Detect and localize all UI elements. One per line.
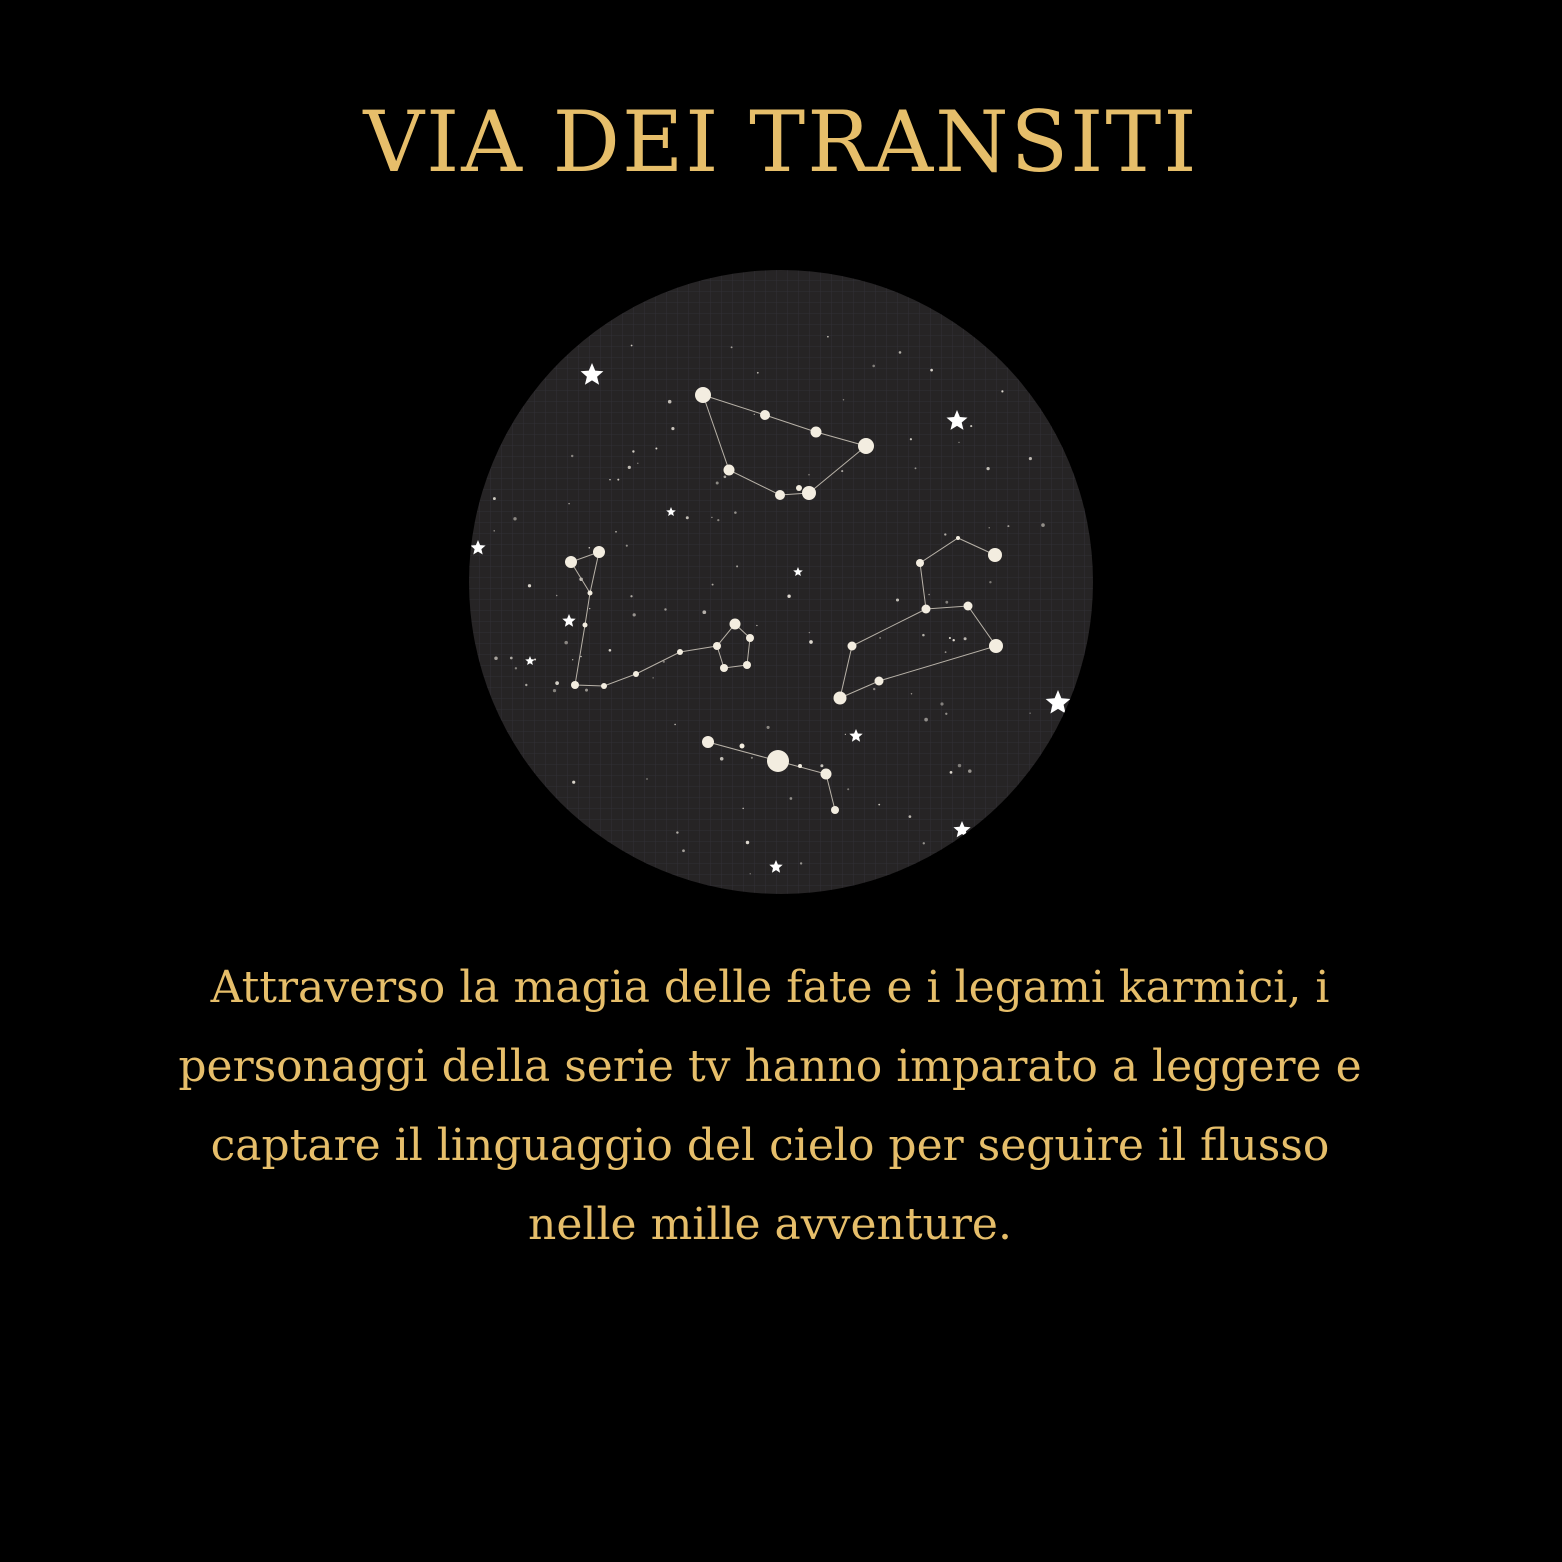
star <box>831 806 839 814</box>
dust-star <box>633 613 636 616</box>
star <box>740 744 745 749</box>
dust-star <box>1007 525 1009 527</box>
description-line: personaggi della serie tv hanno imparato a leggere e <box>178 1041 1362 1092</box>
description-line: captare il linguaggio del cielo per seguire il flusso <box>210 1120 1330 1171</box>
dust-star <box>564 641 568 645</box>
description-line: nelle mille avventure. <box>528 1199 1012 1250</box>
constellation-sky-icon <box>468 269 1094 895</box>
dust-star <box>628 466 631 469</box>
dust-star <box>754 414 755 415</box>
dust-star <box>555 681 559 685</box>
dust-star <box>572 781 575 784</box>
dust-star <box>676 831 678 833</box>
dust-star <box>493 530 494 531</box>
dust-star <box>767 726 770 729</box>
dust-star <box>899 351 902 354</box>
dust-star <box>879 637 881 639</box>
star <box>802 486 816 500</box>
star <box>677 649 683 655</box>
star <box>593 546 605 558</box>
dust-star <box>724 475 727 478</box>
star <box>767 750 789 772</box>
dust-star <box>580 656 581 657</box>
dust-star <box>711 517 712 518</box>
star <box>724 465 735 476</box>
star <box>702 736 714 748</box>
dust-star <box>515 667 517 669</box>
dust-star <box>712 584 714 586</box>
star <box>583 623 588 628</box>
description-line: Attraverso la magia delle fate e i legami karmici, i <box>210 962 1330 1013</box>
dust-star <box>682 849 685 852</box>
dust-star <box>757 372 759 374</box>
star <box>798 764 802 768</box>
dust-star <box>568 503 570 505</box>
star <box>848 642 857 651</box>
dust-star <box>808 474 810 476</box>
dust-star <box>952 639 954 641</box>
dust-star <box>631 345 633 347</box>
dust-star <box>930 369 933 372</box>
dust-star <box>572 659 573 660</box>
dust-star <box>751 757 753 759</box>
dust-star <box>494 656 498 660</box>
dust-star <box>845 734 846 735</box>
dust-star <box>553 689 556 692</box>
star <box>989 639 1003 653</box>
dust-star <box>949 637 951 639</box>
dust-star <box>513 517 516 520</box>
dust-star <box>731 346 733 348</box>
star <box>821 769 832 780</box>
dust-star <box>571 455 573 457</box>
dust-star <box>940 702 943 705</box>
dust-star <box>653 677 654 678</box>
dust-star <box>847 788 849 790</box>
dust-star <box>617 479 619 481</box>
dust-star <box>970 425 972 427</box>
star <box>695 387 711 403</box>
dust-star <box>702 610 706 614</box>
dust-star <box>922 634 925 637</box>
star <box>760 410 770 420</box>
dust-star <box>944 533 946 535</box>
dust-star <box>986 467 989 470</box>
star <box>775 490 785 500</box>
dust-star <box>717 519 719 521</box>
dust-star <box>915 467 917 469</box>
dust-star <box>945 713 947 715</box>
dust-star <box>528 584 531 587</box>
star <box>956 536 960 540</box>
dust-star <box>589 547 591 549</box>
dust-star <box>945 601 948 604</box>
dust-star <box>958 764 961 767</box>
dust-star <box>626 545 628 547</box>
star <box>834 692 847 705</box>
dust-star <box>664 608 666 610</box>
dust-star <box>556 595 558 597</box>
star <box>811 427 822 438</box>
dust-star <box>911 693 912 694</box>
dust-star <box>632 450 634 452</box>
dust-star <box>873 688 875 690</box>
star <box>796 485 802 491</box>
dust-star <box>950 771 953 774</box>
sky-grid <box>468 269 1094 895</box>
dust-star <box>790 797 793 800</box>
dust-star <box>589 608 590 609</box>
dust-star <box>872 365 875 368</box>
dust-star <box>910 438 912 440</box>
dust-star <box>736 565 738 567</box>
dust-star <box>510 657 513 660</box>
dust-star <box>742 808 744 810</box>
star <box>875 677 884 686</box>
dust-star <box>964 637 967 640</box>
dust-star <box>989 527 990 528</box>
star <box>916 559 924 567</box>
dust-star <box>924 718 928 722</box>
star <box>601 683 607 689</box>
star <box>571 681 579 689</box>
dust-star <box>585 689 588 692</box>
dust-star <box>630 595 632 597</box>
dust-star <box>637 463 638 464</box>
dust-star <box>841 470 843 472</box>
dust-star <box>615 531 617 533</box>
dust-star <box>800 862 802 864</box>
star <box>743 661 751 669</box>
dust-star <box>746 841 749 844</box>
dust-star <box>896 598 899 601</box>
dust-star <box>878 804 880 806</box>
star <box>858 438 874 454</box>
dust-star <box>1001 390 1003 392</box>
dust-star <box>909 815 912 818</box>
dust-star <box>1029 712 1030 713</box>
star <box>746 634 754 642</box>
dust-star <box>493 497 496 500</box>
dust-star <box>809 632 810 633</box>
dust-star <box>968 769 972 773</box>
dust-star <box>668 400 672 404</box>
star <box>964 602 973 611</box>
dust-star <box>923 842 925 844</box>
dust-star <box>734 511 737 513</box>
dust-star <box>720 757 724 761</box>
dust-star <box>787 595 790 598</box>
dust-star <box>1029 457 1032 460</box>
dust-star <box>820 764 823 767</box>
dust-star <box>945 651 947 653</box>
dust-star <box>646 778 647 779</box>
dust-star <box>716 482 719 485</box>
dust-star <box>989 581 991 583</box>
star <box>922 605 931 614</box>
dust-star <box>958 442 959 443</box>
dust-star <box>686 516 689 519</box>
star <box>730 619 741 630</box>
dust-star <box>674 724 675 725</box>
dust-star <box>809 640 813 644</box>
dust-star <box>609 649 612 652</box>
star <box>713 642 721 650</box>
dust-star <box>928 594 930 596</box>
star <box>588 591 593 596</box>
star <box>565 556 577 568</box>
description-text <box>130 948 1410 1264</box>
dust-star <box>843 399 844 400</box>
dust-star <box>525 684 527 686</box>
star <box>633 671 639 677</box>
dust-star <box>671 427 674 430</box>
star <box>720 664 728 672</box>
dust-star <box>1041 523 1045 527</box>
dust-star <box>609 479 610 480</box>
star <box>988 548 1002 562</box>
dust-star <box>655 448 657 450</box>
page-title: VIA DEI TRANSITI <box>363 93 1199 191</box>
dust-star <box>827 336 829 338</box>
dust-star <box>750 873 751 874</box>
dust-star <box>756 625 757 626</box>
